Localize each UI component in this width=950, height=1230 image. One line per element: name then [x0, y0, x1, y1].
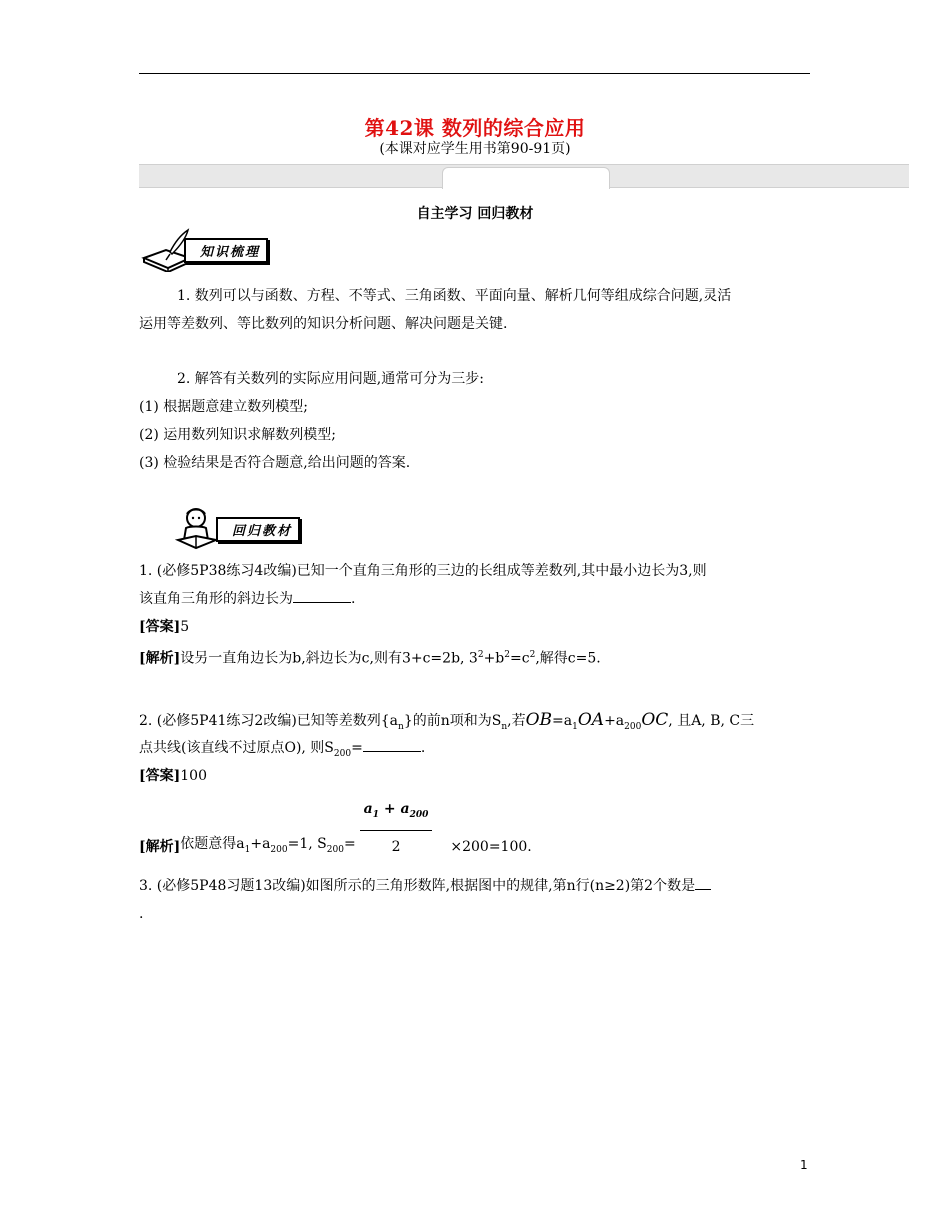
- header-tab: [442, 167, 610, 189]
- frac-a1: a: [363, 800, 373, 817]
- analysis-text-d: ,解得c=5.: [535, 650, 601, 667]
- problem-1-line-2: [139, 585, 355, 613]
- analysis-text-e: [180, 830, 355, 864]
- subscript-200: 200: [624, 721, 642, 732]
- vector-ob: OB: [525, 710, 553, 730]
- knowledge-step-2: (2) 运用数列知识求解数列模型;: [139, 427, 336, 443]
- analysis-text-e3: =1, S: [287, 836, 327, 852]
- problem-2-text-c: ,若: [507, 713, 526, 729]
- problem-2-analysis: [139, 796, 532, 864]
- knowledge-badge: [140, 228, 268, 272]
- superscript-2: 2: [504, 650, 511, 660]
- problem-3-text: 3. (必修5P48习题13改编)如图所示的三角形数阵,根据图中的规律,第n行(n≥2)第2个数是: [139, 878, 696, 894]
- subscript-1: 1: [372, 809, 380, 820]
- subscript-n: n: [501, 721, 508, 732]
- superscript-2: 2: [529, 650, 536, 660]
- page-number: 1: [800, 1158, 808, 1172]
- problem-3-period: .: [139, 906, 144, 922]
- fraction-denominator: 2: [391, 839, 401, 856]
- analysis-label: [解析]: [139, 838, 181, 855]
- problem-2-text-f: =: [351, 740, 363, 756]
- problem-2-text-b: }的前n项和为S: [403, 713, 502, 729]
- problem-2-answer: [139, 762, 207, 790]
- problem-1-text: 该直角三角形的斜边长为: [139, 591, 293, 607]
- analysis-text-c: =c: [510, 650, 530, 667]
- analysis-text-e4: =: [343, 836, 356, 852]
- problem-2-period: .: [420, 740, 426, 756]
- subscript-n: n: [398, 721, 404, 732]
- problem-2-eq: =a: [552, 713, 573, 729]
- analysis-text-b: +b: [483, 650, 505, 667]
- problem-1-line-1: 1. (必修5P38练习4改编)已知一个直角三角形的三边的长组成等差数列,其中最小边长为3,则: [139, 563, 707, 579]
- subscript-1: 1: [572, 721, 578, 732]
- return-badge: [172, 506, 300, 552]
- answer-label: [答案]: [139, 619, 181, 635]
- problem-2-text-d: , 且A, B, C三: [668, 713, 755, 729]
- knowledge-point-2-intro: 2. 解答有关数列的实际应用问题,通常可分为三步:: [177, 371, 484, 387]
- analysis-text-f: ×200=100.: [450, 838, 532, 855]
- vector-oa: OA: [577, 710, 605, 730]
- answer-blank: [293, 588, 351, 603]
- return-badge-label: 回归教材: [216, 517, 300, 542]
- section-heading: 自主学习 回归教材: [416, 206, 534, 222]
- problem-2-text-e: 点共线(该直线不过原点O), 则S: [139, 740, 334, 756]
- problem-3-line-1: [139, 872, 829, 900]
- knowledge-point-1-line-1: 1. 数列可以与函数、方程、不等式、三角函数、平面向量、解析几何等组成综合问题,灵活: [177, 288, 732, 304]
- fraction: [360, 795, 433, 862]
- analysis-label: [解析]: [139, 650, 181, 667]
- answer-blank: [363, 737, 421, 752]
- fraction-numerator: [360, 795, 433, 832]
- subscript-200: 200: [270, 844, 288, 855]
- problem-1-answer-value: 5: [180, 619, 190, 635]
- knowledge-step-3: (3) 检验结果是否符合题意,给出问题的答案.: [139, 455, 411, 471]
- vector-oc: OC: [641, 710, 669, 730]
- frac-plus-a200: + a: [379, 800, 410, 817]
- answer-blank: [695, 875, 711, 890]
- problem-1-analysis: [139, 641, 601, 673]
- subscript-200: 200: [333, 748, 352, 759]
- problem-2-text-a: 2. (必修5P41练习2改编)已知等差数列{a: [139, 713, 399, 729]
- problem-1-period: .: [351, 591, 356, 607]
- lesson-subtitle: (本课对应学生用书第90-91页): [379, 141, 571, 157]
- lesson-title: 第42课 数列的综合应用: [364, 116, 586, 140]
- problem-1-answer: [139, 613, 189, 641]
- knowledge-badge-label: 知识梳理: [184, 238, 268, 263]
- problem-2-answer-value: 100: [180, 768, 207, 784]
- knowledge-point-1-line-2: 运用等差数列、等比数列的知识分析问题、解决问题是关键.: [139, 316, 508, 332]
- subscript-1: 1: [244, 844, 251, 855]
- knowledge-step-1: (1) 根据题意建立数列模型;: [139, 399, 308, 415]
- analysis-text-e2: +a: [250, 836, 271, 852]
- subscript-200: 200: [409, 809, 429, 820]
- top-rule: [139, 73, 810, 74]
- problem-2-plus: +a: [604, 713, 625, 729]
- analysis-text-a: 设另一直角边长为b,斜边长为c,则有3+c=2b, 3: [180, 650, 478, 667]
- superscript-2: 2: [477, 650, 484, 660]
- answer-label: [答案]: [139, 768, 181, 784]
- subscript-200: 200: [326, 844, 344, 855]
- analysis-text-e1: 依题意得a: [180, 836, 245, 852]
